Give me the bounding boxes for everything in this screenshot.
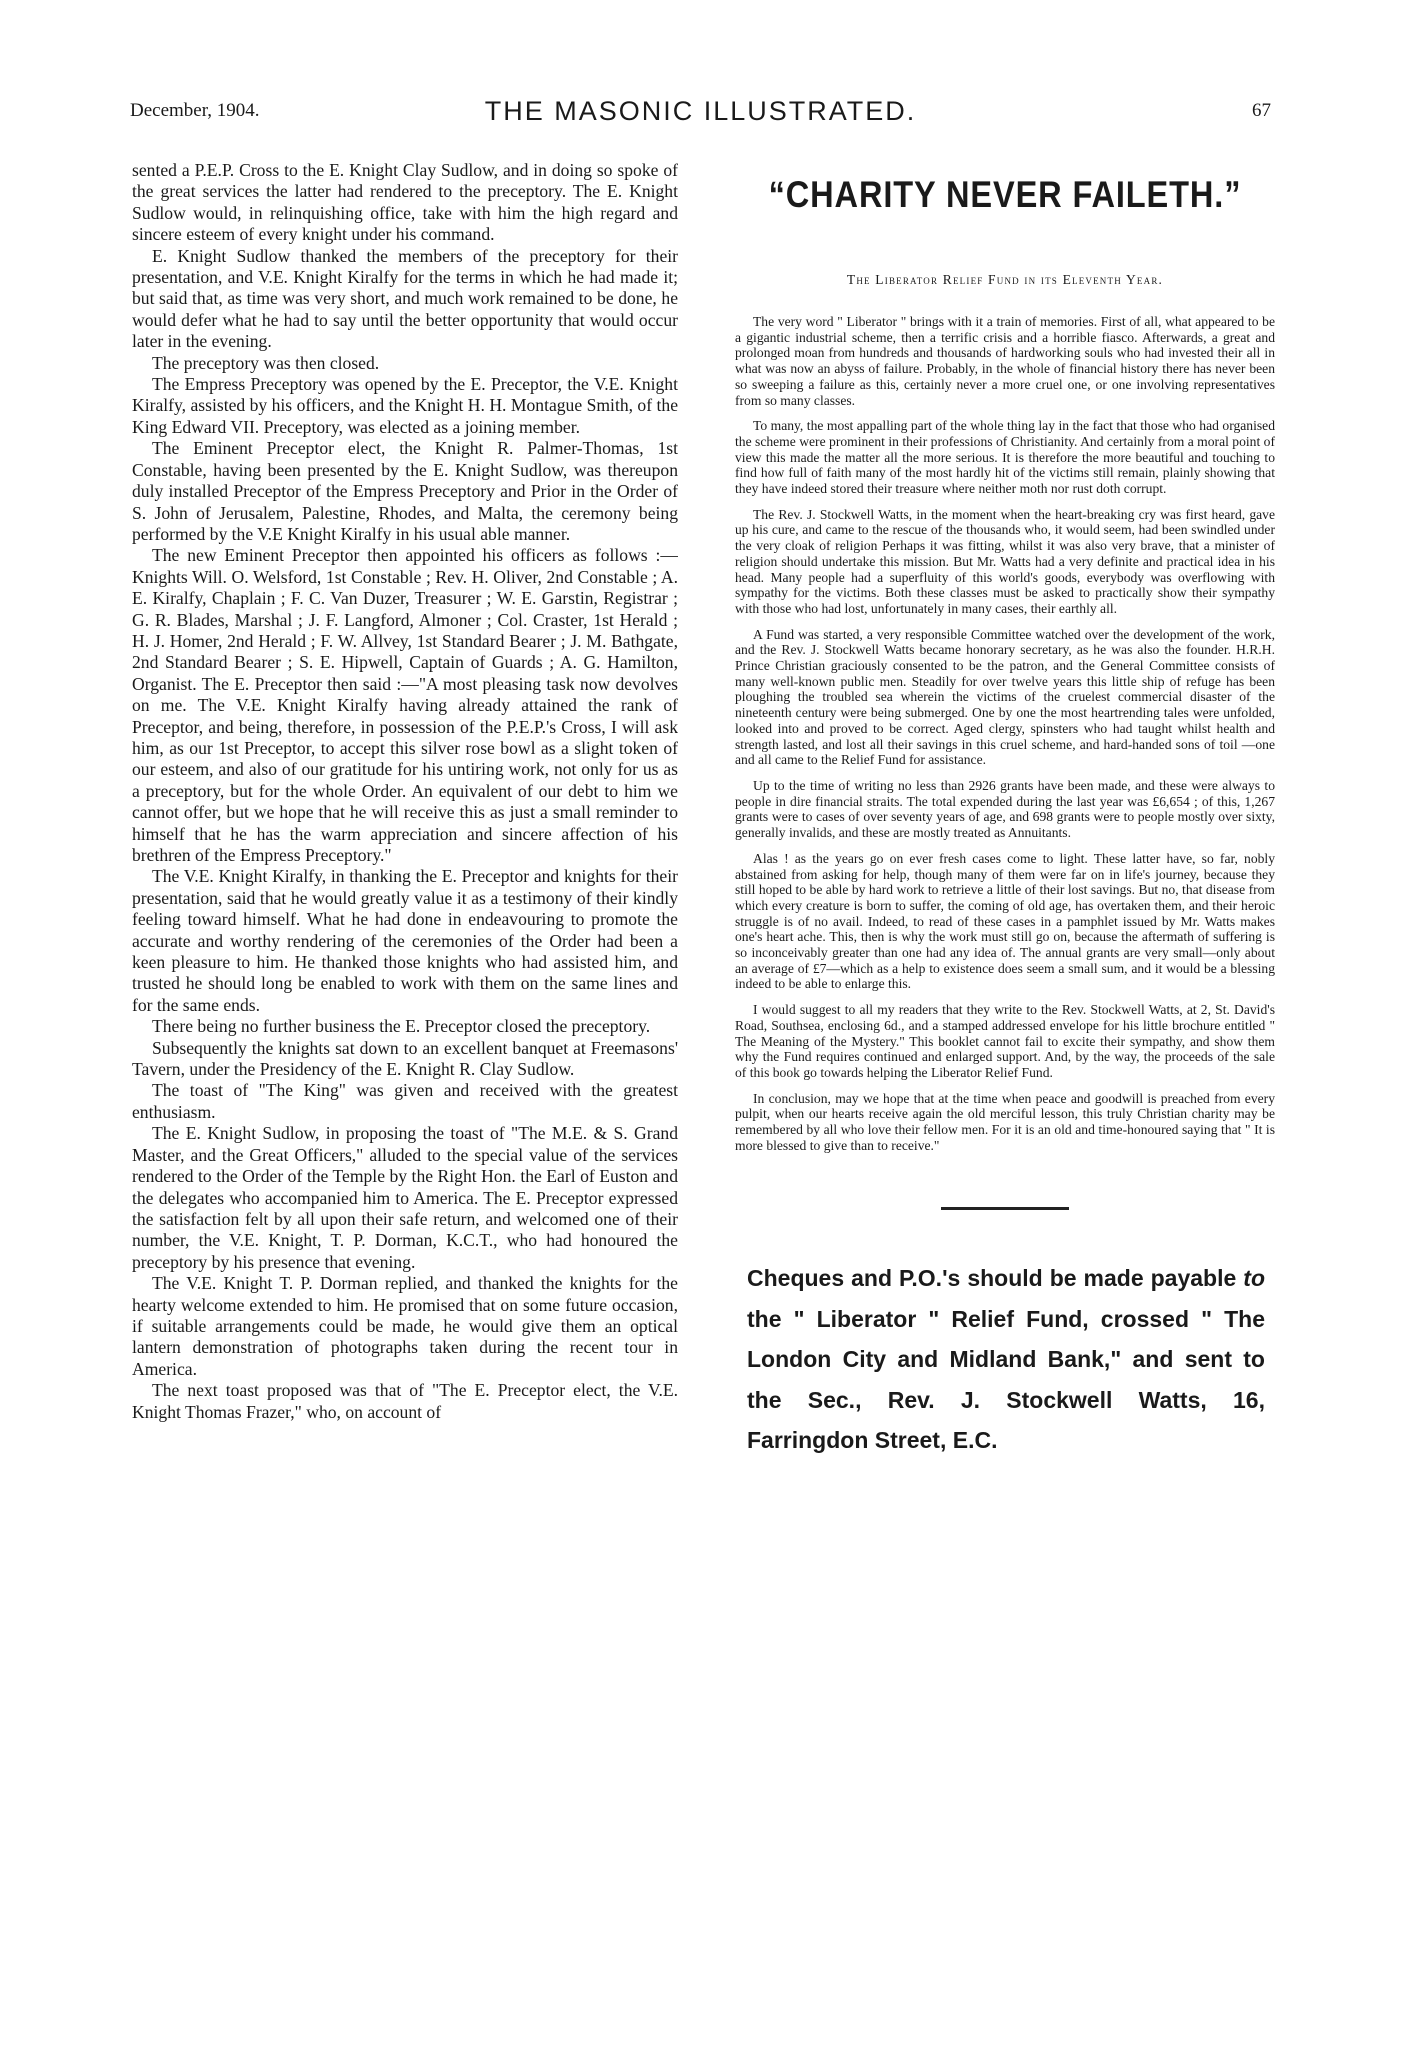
cheques-text-1: Cheques and P.O.'s should be made payable: [747, 1265, 1244, 1292]
right-column: [735, 160, 1275, 2040]
left-paragraph: The Eminent Preceptor elect, the Knight R. Palmer-Thomas, 1st Constable, having been presented by the E. Knight Sudlow, was thereupon duly installed Preceptor of the Empress Preceptory and Prior in the Order of S. John of Jerusalem, Palestine, Rhodes, and Malta, the ceremony being performed by the V.E Knight Kiralfy in his usual able manner.: [132, 438, 678, 544]
left-paragraph: sented a P.E.P. Cross to the E. Knight Clay Sudlow, and in doing so spoke of the great services the latter had rendered to the preceptory. The E. Knight Sudlow would, in relinquishing office, take with him the high regard and sincere esteem of every knight under his command.: [132, 160, 678, 245]
left-column: [132, 160, 678, 2040]
cheques-text-italic: to: [1243, 1265, 1265, 1292]
left-paragraph: E. Knight Sudlow thanked the members of the preceptory for their presentation, and V.E. Knight Kiralfy for the terms in which he had made it; but said that, as time was very short, and much work remained to be done, he would defer what he had to say until the better opportunity that would occur later in the evening.: [132, 245, 678, 352]
cheques-notice: [735, 1258, 1275, 1461]
left-paragraph: The E. Knight Sudlow, in proposing the toast of "The M.E. & S. Grand Master, and the Great Officers," alluded to the special value of the services rendered to the Order of the Temple by the Right Hon. the Earl of Euston and the delegates who accompanied him to America. The E. Preceptor expressed the satisfaction felt by all upon their safe return, and welcomed one of their number, the V.E. Knight, T. P. Dorman, K.C.T., who had honoured the preceptory by his presence that evening.: [132, 1123, 678, 1272]
left-paragraph: The preceptory was then closed.: [152, 352, 380, 373]
left-paragraph: The toast of "The King" was given and received with the greatest enthusiasm.: [132, 1080, 678, 1122]
left-paragraph: The new Eminent Preceptor then appointed his officers as follows :—Knights Will. O. Welsford, 1st Constable ; Rev. H. Oliver, 2nd Constable ; A. E. Kiralfy, Chaplain ; F. C. Van Duzer, Treasurer ; W. E. Garstin, Registrar ; G. R. Blades, Marshal ; J. F. Langford, Almoner ; Col. Craster, 1st Herald ; H. J. Homer, 2nd Herald ; F. W. Allvey, 1st Standard Bearer ; J. M. Bathgate, 2nd Standard Bearer ; S. E. Hipwell, Captain of Guards ; A. G. Hamilton, Organist. The E. Preceptor then said :—"A most pleasing task now devolves on me. The V.E. Knight Kiralfy having already attained the rank of Preceptor, and being, therefore, in possession of the P.E.P.'s Cross, I will ask him, as our 1st Preceptor, to accept this silver rose bowl as a slight token of our esteem, and also of our gratitude for his untiring work, not only for us as a preceptory, but for the whole Order. An equivalent of our debt to him we cannot offer, but we hope that he will receive this as just a small reminder to himself that he has the warm appreciation and sincere affection of his brethren of the Empress Preceptory.": [132, 545, 678, 865]
left-paragraph: The next toast proposed was that of "The E. Preceptor elect, the V.E. Knight Thomas Frazer," who, on account of: [132, 1380, 678, 1422]
left-paragraph: There being no further business the E. Preceptor closed the preceptory.: [152, 1016, 651, 1037]
page-header: [0, 96, 1401, 136]
left-paragraph: The Empress Preceptory was opened by the E. Preceptor, the V.E. Knight Kiralfy, assisted by his officers, and the Knight H. H. Montague Smith, of the King Edward VII. Preceptory, was elected as a joining member.: [132, 374, 678, 437]
article-paragraph: A Fund was started, a very responsible Committee watched over the development of the work, and the Rev. J. Stockwell Watts became honorary secretary, as he was also the founder. H.R.H. Prince Christian graciously consented to be the patron, and the General Committee consists of many well-known public men. Steadily for over twelve years this little ship of refuge has been ploughing the troubled sea wherein the victims of the cruelest commercial disaster of the nineteenth century were being submerged. One by one the most heartrending tales were unfolded, looked into and proved to be correct. Aged clergy, spinsters who had taught whilst health and strength lasted, and lost all their savings in this cruel scheme, and hard-handed sons of toil —one and all came to the Relief Fund for assistance.: [735, 626, 1275, 768]
article-paragraph: In conclusion, may we hope that at the time when peace and goodwill is preached from every pulpit, when our hearts receive again the old merciful lesson, this truly Christian charity may be remembered by all who love their fellow men. For it is an old and time-honoured saying that " It is more blessed to give than to receive.": [735, 1090, 1275, 1153]
article-paragraph: The Rev. J. Stockwell Watts, in the moment when the heart-breaking cry was first heard, gave up his cure, and came to the rescue of the thousands who, it would seem, had been swindled under the very cloak of religion Perhaps it was fitting, whilst it was also very brave, that a minister of religion should undertake this mission. But Mr. Watts had a very definite and practical idea in his head. Many people had a superfluity of this world's goods, everybody was overflowing with sympathy for the victims. Both these classes must be asked to practically show their sympathy with those who had lost, unfortunately in many cases, their earthly all.: [735, 506, 1275, 616]
left-paragraph: The V.E. Knight T. P. Dorman replied, and thanked the knights for the hearty welcome extended to him. He promised that on some future occasion, if suitable arrangements could be made, he would give them an optical lantern demonstration of photographs taken during the recent tour in America.: [132, 1273, 678, 1379]
header-title: THE MASONIC ILLUSTRATED.: [484, 96, 917, 126]
article-subtitle: The Liberator Relief Fund in its Eleventh Year.: [846, 272, 1164, 287]
article-title: “CHARITY NEVER FAILETH.”: [768, 174, 1242, 215]
article-paragraph: The very word " Liberator " brings with it a train of memories. First of all, what appeared to be a gigantic industrial scheme, then a terrific crisis and a horrible fiasco. Afterwards, a great and prolonged moan from hundreds and thousands of hardworking souls who had invested their all in what was now an abyss of failure. Probably, in the whole of financial history there has never been so sweeping a failure as this, certainly never a more cruel one, or one involving representatives from so many classes.: [735, 314, 1275, 408]
left-paragraph: Subsequently the knights sat down to an excellent banquet at Freemasons' Tavern, under the Presidency of the E. Knight R. Clay Sudlow.: [132, 1037, 678, 1080]
divider-rule: [941, 1207, 1069, 1210]
article-paragraph: Alas ! as the years go on ever fresh cases come to light. These latter have, so far, nobly abstained from asking for help, though many of them were far on in life's journey, because they still hoped to be able by hard work to retrieve a little of their lost savings. But no, that disease from which every creature is born to suffer, the coming of old age, has overtaken them, and their heroic struggle is of no avail. Indeed, to read of these cases in a pamphlet issued by Mr. Watts makes one's heart ache. This, then is why the work must still go on, because the aftermath of suffering is so inconceivably greater than one had any idea of. The annual grants are very small—only about an average of £7—which as a help to existence does seem a small sum, and it would be a blessing indeed to be able to enlarge this.: [735, 850, 1275, 992]
left-paragraph: The V.E. Knight Kiralfy, in thanking the E. Preceptor and knights for their presentation, said that he would greatly value it as a testimony of their kindly feeling toward himself. What he had done in endeavouring to promote the accurate and worthy rendering of the ceremonies of the Order had been a keen pleasure to him. He thanked those knights who had assisted him, and trusted he should long be enabled to work with them on the same lines and for the same ends.: [132, 866, 678, 1015]
cheques-text-2: the " Liberator " Relief Fund, crossed " The London City and Midland Bank," and sent to the Sec., Rev. J. Stockwell Watts, 16, Farringdon Street, E.C.: [747, 1305, 1265, 1454]
header-date: December, 1904.: [130, 100, 260, 121]
article-paragraph: I would suggest to all my readers that they write to the Rev. Stockwell Watts, at 2, St. David's Road, Southsea, enclosing 6d., and a stamped addressed envelope for his little brochure entitled " The Meaning of the Mystery." This booklet cannot fail to excite their sympathy, and show them why the Fund requires continued and enlarged support. And, by the way, the proceeds of the sale of this book go towards helping the Liberator Relief Fund.: [735, 1002, 1275, 1080]
article-paragraph: To many, the most appalling part of the whole thing lay in the fact that those who had organised the scheme were prominent in their professions of Christianity. And certainly from a moral point of view this made the matter all the more serious. It is therefore the more beautiful and touching to find how full of faith many of the most hardly hit of the victims still remain, plainly showing that they have indeed stored their treasure where neither moth nor rust doth corrupt.: [735, 418, 1275, 497]
article-paragraph: Up to the time of writing no less than 2926 grants have been made, and these were always to people in dire financial straits. The total expended during the last year was £6,654 ; of this, 1,267 grants were to cases of over seventy years of age, and 698 grants were to people mostly over sixty, generally invalids, and these are mostly treated as Annuitants.: [735, 777, 1275, 841]
article-body: [735, 314, 1275, 1153]
page-number: 67: [1252, 100, 1271, 121]
